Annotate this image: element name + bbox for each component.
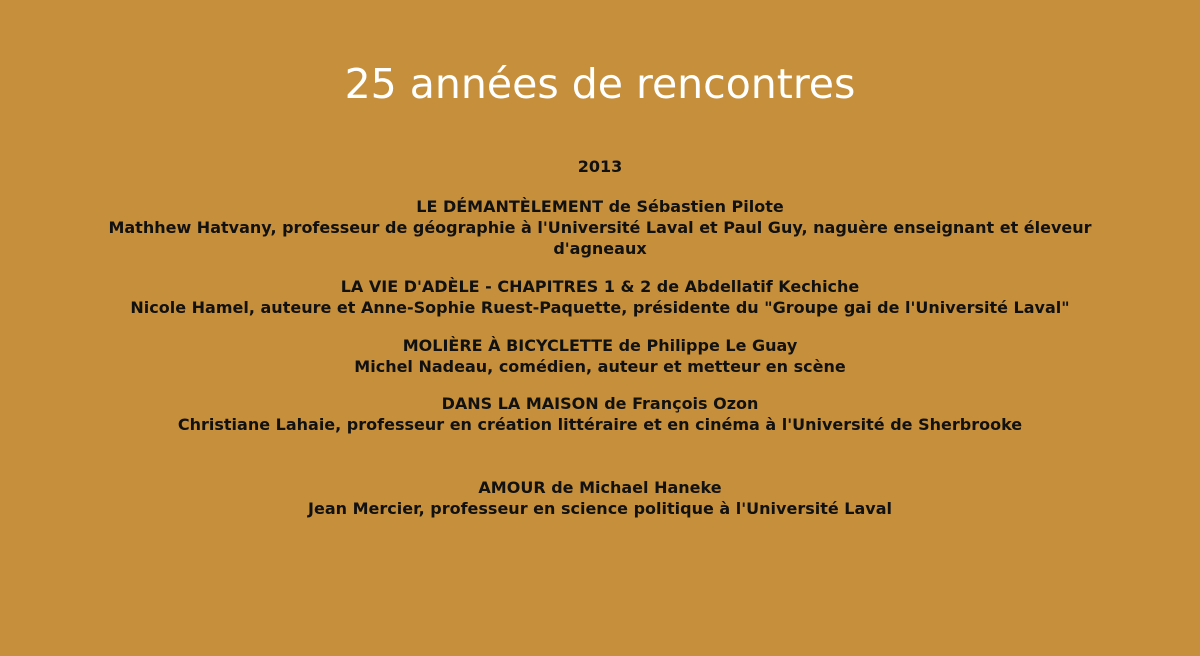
film-line <box>60 393 1140 414</box>
film-line <box>60 196 1140 217</box>
film-line <box>60 477 1140 498</box>
film-director: Philippe Le Guay <box>646 336 798 355</box>
director-prefix: de <box>613 336 647 355</box>
film-title: LE DÉMANTÈLEMENT <box>416 197 603 216</box>
film-director: Sébastien Pilote <box>636 197 784 216</box>
film-title: DANS LA MAISON <box>441 394 599 413</box>
director-prefix: de <box>598 394 633 413</box>
film-guests: Nicole Hamel, auteure et Anne-Sophie Ruest-Paquette, présidente du "Groupe gai de l'Université Laval" <box>130 298 1070 317</box>
film-entry <box>60 393 1140 435</box>
film-guests: Christiane Lahaie, professeur en création littéraire et en cinéma à l'Université de Sherbrooke <box>177 415 1023 434</box>
year-heading: 2013 <box>577 157 623 176</box>
film-entry <box>60 276 1140 318</box>
film-director: François Ozon <box>632 394 759 413</box>
film-entry <box>60 477 1140 519</box>
film-guests: Jean Mercier, professeur en science politique à l'Université Laval <box>308 499 892 518</box>
film-entry <box>60 335 1140 377</box>
film-title: AMOUR <box>478 478 546 497</box>
film-guests: Michel Nadeau, comédien, auteur et metteur en scène <box>354 357 846 376</box>
film-title: LA VIE D'ADÈLE - CHAPITRES 1 & 2 <box>340 277 652 296</box>
slide-title: 25 années de rencontres <box>344 60 856 108</box>
film-line <box>60 335 1140 356</box>
film-line <box>60 276 1140 297</box>
film-guests: Mathhew Hatvany, professeur de géographie à l'Université Laval et Paul Guy, naguère enseignant et éleveur d'agneaux <box>108 218 1092 258</box>
director-prefix: de <box>545 478 580 497</box>
film-entry <box>60 196 1140 259</box>
film-director: Michael Haneke <box>579 478 722 497</box>
director-prefix: de <box>651 277 685 296</box>
film-title: MOLIÈRE À BICYCLETTE <box>402 336 614 355</box>
film-director: Abdellatif Kechiche <box>684 277 860 296</box>
director-prefix: de <box>603 197 637 216</box>
